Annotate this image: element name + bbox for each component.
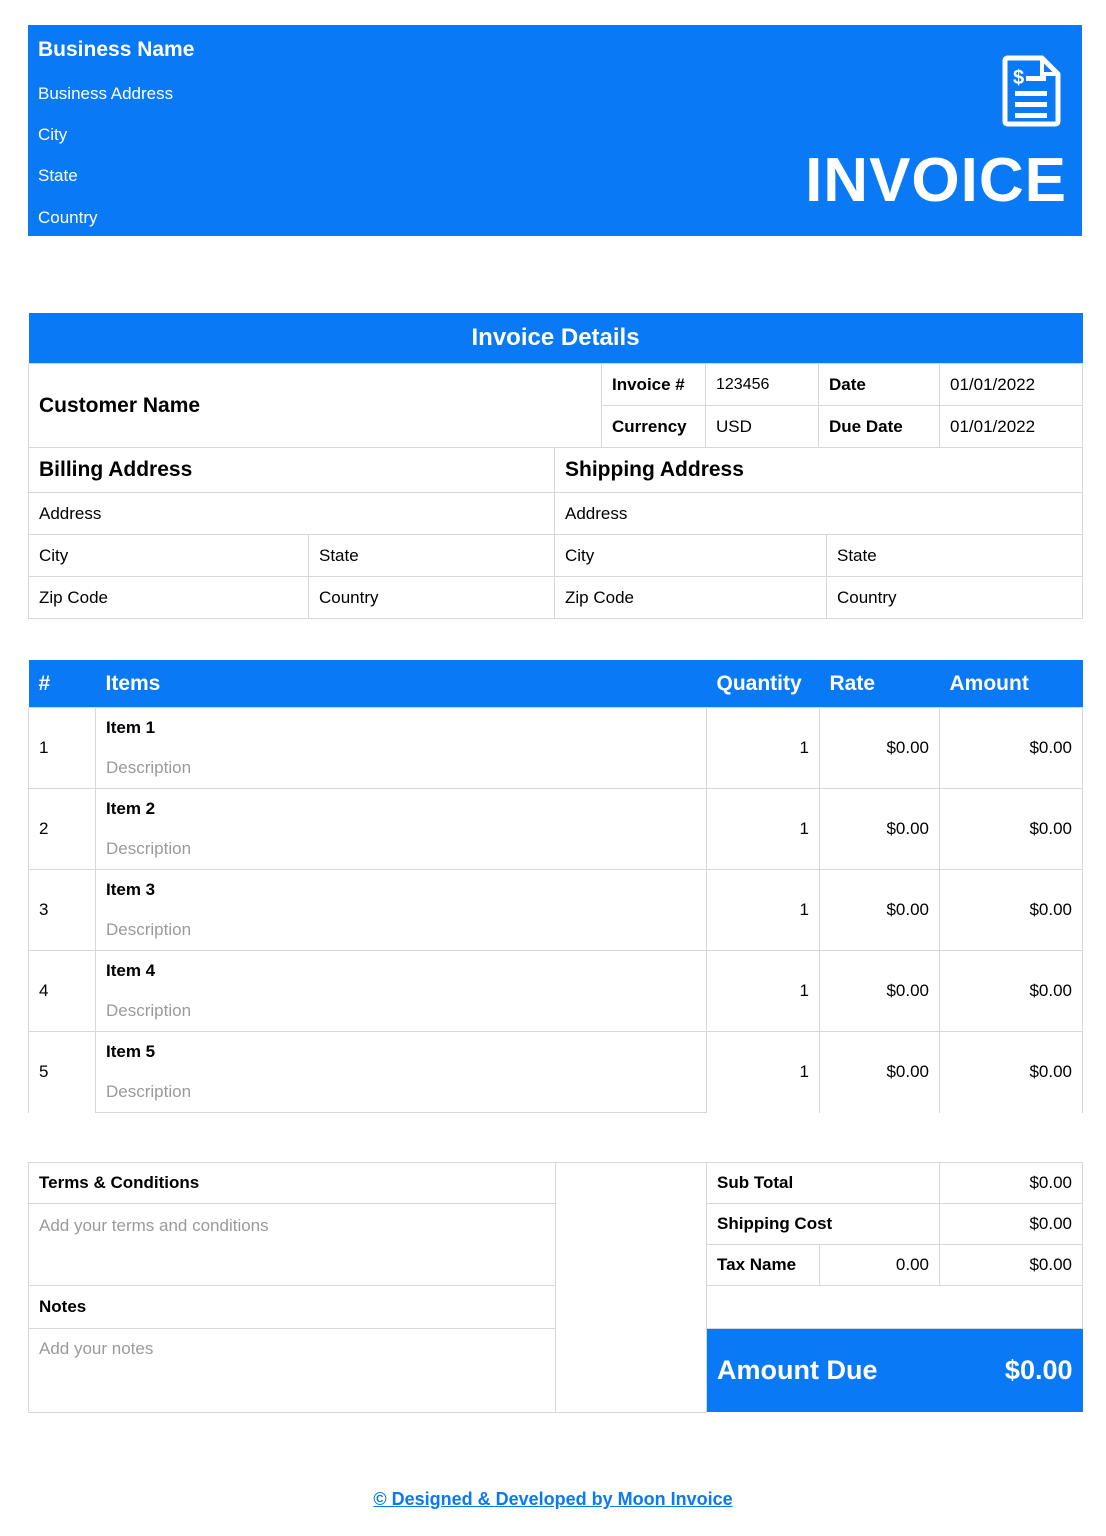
col-header-num: # — [38, 671, 51, 695]
item-description[interactable]: Description — [96, 829, 707, 870]
item-number: 3 — [29, 870, 96, 951]
tax-value: $0.00 — [940, 1245, 1083, 1286]
item-amount: $0.00 — [940, 951, 1083, 1032]
business-state[interactable]: State — [38, 166, 78, 185]
tax-rate[interactable]: 0.00 — [820, 1245, 940, 1286]
business-city[interactable]: City — [38, 125, 68, 144]
col-header-amount: Amount — [949, 671, 1029, 695]
subtotal-value: $0.00 — [940, 1163, 1083, 1204]
item-quantity[interactable]: 1 — [707, 951, 820, 1032]
item-rate[interactable]: $0.00 — [820, 870, 940, 951]
amount-due-value: $0.00 — [940, 1329, 1083, 1413]
billing-state[interactable]: State — [309, 535, 555, 577]
item-name[interactable]: Item 4 — [96, 951, 707, 992]
item-number: 2 — [29, 789, 96, 870]
notes-input[interactable]: Add your notes — [29, 1329, 556, 1413]
billing-address-title: Billing Address — [29, 448, 555, 493]
summary-table — [28, 1162, 1083, 1413]
billing-zip[interactable]: Zip Code — [29, 577, 309, 619]
items-header-row — [29, 660, 1083, 708]
due-date-label: Due Date — [819, 406, 940, 448]
item-name[interactable]: Item 5 — [96, 1032, 707, 1073]
shipping-cost-value[interactable]: $0.00 — [940, 1204, 1083, 1245]
shipping-address-title: Shipping Address — [555, 448, 1083, 493]
col-header-items: Items — [105, 671, 161, 695]
invoice-number-label: Invoice # — [602, 364, 706, 406]
svg-text:$: $ — [1013, 67, 1025, 89]
col-header-rate: Rate — [829, 671, 876, 695]
items-table — [28, 660, 1083, 1113]
shipping-state[interactable]: State — [827, 535, 1083, 577]
invoice-document-icon — [1002, 55, 1062, 127]
due-date[interactable]: 01/01/2022 — [940, 406, 1083, 448]
table-row — [29, 789, 1083, 830]
subtotal-label: Sub Total — [707, 1163, 940, 1204]
billing-country[interactable]: Country — [309, 577, 555, 619]
currency-value[interactable]: USD — [706, 406, 819, 448]
invoice-date[interactable]: 01/01/2022 — [940, 364, 1083, 406]
item-name[interactable]: Item 1 — [96, 708, 707, 749]
invoice-title: INVOICE — [805, 146, 1067, 215]
amount-due-label: Amount Due — [707, 1329, 940, 1413]
summary-spacer — [556, 1163, 707, 1286]
currency-label: Currency — [602, 406, 706, 448]
item-amount: $0.00 — [940, 1032, 1083, 1113]
item-quantity[interactable]: 1 — [707, 789, 820, 870]
billing-city[interactable]: City — [29, 535, 309, 577]
item-description[interactable]: Description — [96, 910, 707, 951]
item-name[interactable]: Item 3 — [96, 870, 707, 911]
item-rate[interactable]: $0.00 — [820, 789, 940, 870]
tax-name-label[interactable]: Tax Name — [707, 1245, 820, 1286]
shipping-country[interactable]: Country — [827, 577, 1083, 619]
item-amount: $0.00 — [940, 708, 1083, 789]
item-rate[interactable]: $0.00 — [820, 708, 940, 789]
table-row — [29, 1032, 1083, 1073]
item-description[interactable]: Description — [96, 748, 707, 789]
item-description[interactable]: Description — [96, 991, 707, 1032]
table-row — [29, 870, 1083, 911]
notes-label: Notes — [29, 1286, 556, 1329]
business-address[interactable]: Business Address — [38, 84, 174, 103]
invoice-details-table — [28, 313, 1083, 619]
item-number: 4 — [29, 951, 96, 1032]
item-quantity[interactable]: 1 — [707, 1032, 820, 1113]
invoice-details-heading: Invoice Details — [29, 313, 1083, 364]
item-name[interactable]: Item 2 — [96, 789, 707, 830]
col-header-quantity: Quantity — [716, 671, 802, 695]
table-row — [29, 951, 1083, 992]
terms-input[interactable]: Add your terms and conditions — [29, 1204, 556, 1286]
billing-address[interactable]: Address — [29, 493, 555, 535]
business-country[interactable]: Country — [38, 208, 98, 227]
item-quantity[interactable]: 1 — [707, 708, 820, 789]
shipping-zip[interactable]: Zip Code — [555, 577, 827, 619]
item-rate[interactable]: $0.00 — [820, 1032, 940, 1113]
terms-label: Terms & Conditions — [29, 1163, 556, 1204]
item-amount: $0.00 — [940, 789, 1083, 870]
item-number: 1 — [29, 708, 96, 789]
shipping-address[interactable]: Address — [555, 493, 1083, 535]
shipping-cost-label: Shipping Cost — [707, 1204, 940, 1245]
summary-spacer — [556, 1286, 707, 1413]
item-rate[interactable]: $0.00 — [820, 951, 940, 1032]
shipping-city[interactable]: City — [555, 535, 827, 577]
table-row — [29, 708, 1083, 749]
date-label: Date — [819, 364, 940, 406]
customer-name[interactable]: Customer Name — [29, 364, 602, 448]
summary-blank — [707, 1286, 1083, 1329]
footer-credit-link[interactable]: © Designed & Developed by Moon Invoice — [373, 1489, 733, 1509]
invoice-number[interactable]: 123456 — [706, 364, 819, 406]
item-number: 5 — [29, 1032, 96, 1113]
item-amount: $0.00 — [940, 870, 1083, 951]
footer — [0, 1489, 1106, 1510]
item-quantity[interactable]: 1 — [707, 870, 820, 951]
invoice-header — [28, 25, 1082, 236]
business-name[interactable]: Business Name — [38, 38, 195, 61]
item-description[interactable]: Description — [96, 1072, 707, 1113]
